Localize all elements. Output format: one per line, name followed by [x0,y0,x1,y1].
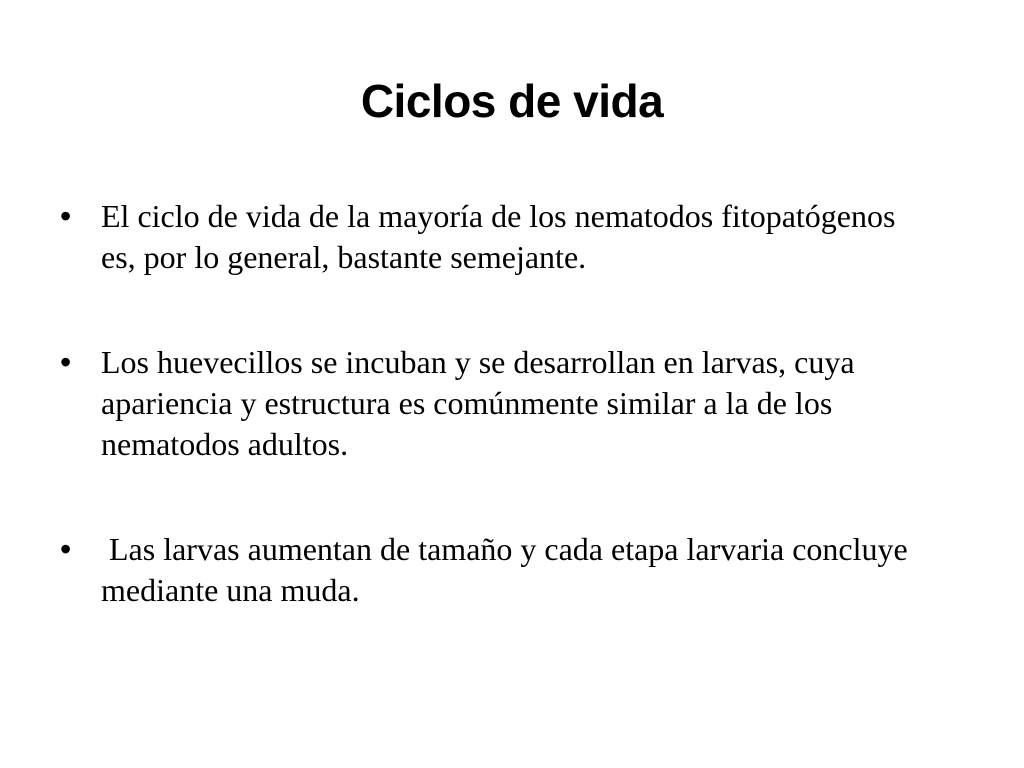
bullet-list [60,196,930,611]
bullet-item [60,529,930,611]
bullet-text: Los huevecillos se incuban y se desarrollan en larvas, cuya apariencia y estructura es comúnmente similar a la de los nematodos adultos. [101,344,855,462]
bullet-icon: • [60,198,72,234]
bullet-item [60,196,930,278]
bullet-icon: • [60,344,72,380]
bullet-text: Las larvas aumentan de tamaño y cada etapa larvaria concluye mediante una muda. [101,531,916,608]
bullet-icon: • [60,531,72,567]
bullet-text: El ciclo de vida de la mayoría de los nematodos fitopatógenos es, por lo general, bastante semejante. [101,198,896,275]
bullet-item [60,342,930,465]
slide-title: Ciclos de vida [360,75,664,127]
